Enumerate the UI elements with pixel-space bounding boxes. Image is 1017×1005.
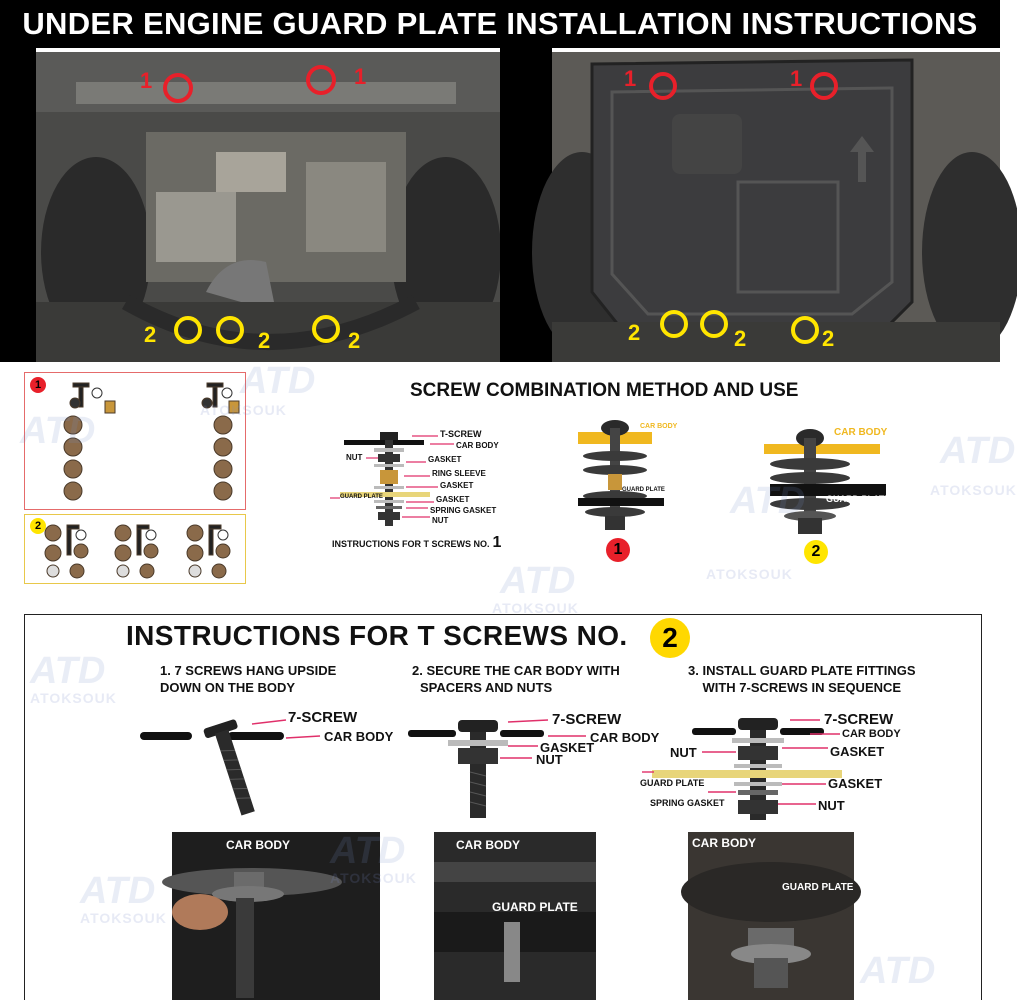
watermark-brand: ATOKSOUK <box>492 600 579 616</box>
guard-plate-illustration <box>552 52 1000 362</box>
photo2-guard-plate-label: GUARD PLATE <box>826 494 891 504</box>
bottom-photo-2-image <box>434 832 596 1000</box>
watermark-logo: ATD <box>80 870 156 912</box>
kit-2-parts-icon <box>25 515 247 585</box>
bottom-photo-3-image <box>688 832 854 1000</box>
step-1-text <box>160 662 336 696</box>
marker-2f: 2 <box>822 326 835 351</box>
bottom-photo-3 <box>688 832 854 1000</box>
watermark-brand: ATOKSOUK <box>330 870 417 886</box>
watermark-logo: ATD <box>240 360 316 402</box>
section2-heading: INSTRUCTIONS FOR T SCREWS NO. <box>126 620 628 651</box>
d1-car-body-label: CAR BODY <box>324 729 394 744</box>
watermark-brand: ATOKSOUK <box>200 402 287 418</box>
kit-badge-1: 1 <box>30 377 46 393</box>
photo-border-left <box>0 48 36 362</box>
marker-2e: 2 <box>734 326 747 351</box>
label-ring-sleeve: RING SLEEVE <box>432 469 486 478</box>
bottom-photo-1-label: CAR BODY <box>226 838 291 852</box>
watermark-logo: ATD <box>330 830 406 872</box>
engine-bay-photo <box>36 52 500 362</box>
d3-spring-gasket-label: SPRING GASKET <box>650 798 725 808</box>
label-gasket-3: GASKET <box>436 495 470 504</box>
step-2-diagram <box>408 712 608 822</box>
d3-screw-label: 7-SCREW <box>824 711 894 728</box>
d3-gasket-label: GASKET <box>830 744 885 759</box>
label-guard-plate-1: GUARD PLATE <box>340 494 383 500</box>
d2-gasket-label: GASKET <box>540 740 595 755</box>
d2-car-body-label: CAR BODY <box>590 730 660 745</box>
photo1-badge: 1 <box>606 538 630 562</box>
watermark-brand: ATOKSOUK <box>930 482 1017 498</box>
label-nut-2: NUT <box>432 516 449 525</box>
label-gasket-2: GASKET <box>440 481 474 490</box>
watermark-brand: ATOKSOUK <box>706 566 793 582</box>
watermark-logo: ATD <box>20 410 96 452</box>
label-car-body-1: CAR BODY <box>456 441 499 450</box>
step-1-line2: DOWN ON THE BODY <box>160 680 296 695</box>
watermark-brand: ATOKSOUK <box>80 910 167 926</box>
watermark-logo: ATD <box>30 650 106 692</box>
bottom-photo-2-label2: GUARD PLATE <box>492 900 578 914</box>
step-2-text <box>412 662 620 696</box>
d3-guard-plate-label: GUARD PLATE <box>640 778 705 788</box>
label-spring-gasket: SPRING GASKET <box>430 506 497 515</box>
marker-2d: 2 <box>628 320 641 345</box>
photo2-badge: 2 <box>804 540 828 564</box>
d3-gasket2-label: GASKET <box>828 776 883 791</box>
bottom-photo-2 <box>434 832 596 1000</box>
marker-1a: 1 <box>140 68 153 93</box>
label-t-screw: T-SCREW <box>440 429 482 439</box>
section2-number-badge: 2 <box>650 618 690 658</box>
bottom-photo-3-label2: GUARD PLATE <box>782 882 854 893</box>
watermark-logo: ATD <box>860 950 936 992</box>
step-2-line2: SPACERS AND NUTS <box>420 680 553 695</box>
caption-text: INSTRUCTIONS FOR T SCREWS NO. <box>332 539 490 549</box>
watermark-logo: ATD <box>500 560 576 602</box>
kit-box-2 <box>24 514 246 584</box>
d3-nut2-label: NUT <box>818 798 845 813</box>
guard-plate-photo <box>552 52 1000 362</box>
step-3-text <box>688 662 916 696</box>
d3-nut-label: NUT <box>670 745 697 760</box>
step-3-line2: WITH 7-SCREWS IN SEQUENCE <box>702 680 902 695</box>
t-screw-1-caption <box>332 534 501 552</box>
screw-stack-1-image <box>560 412 670 542</box>
watermark-logo: ATD <box>730 480 806 522</box>
photo1-car-body-label: CAR BODY <box>640 423 678 430</box>
marker-2c: 2 <box>348 328 361 353</box>
marker-2a: 2 <box>144 322 157 347</box>
watermark-logo: ATD <box>940 430 1016 472</box>
marker-1c: 1 <box>624 66 637 91</box>
bottom-photo-3-label1: CAR BODY <box>692 836 757 850</box>
d2-screw-label: 7-SCREW <box>552 711 622 728</box>
d1-screw-label: 7-SCREW <box>288 709 358 726</box>
page-title: UNDER ENGINE GUARD PLATE INSTALLATION INSTRUCTIONS <box>0 0 1000 48</box>
kit-badge-2: 2 <box>30 518 46 534</box>
photo1-guard-plate-label: GUARD PLATE <box>622 487 665 493</box>
d3-car-body-label: CAR BODY <box>842 728 901 740</box>
combination-heading: SCREW COMBINATION METHOD AND USE <box>410 380 799 401</box>
caption-number: 1 <box>492 534 502 551</box>
step-1-diagram <box>140 710 360 825</box>
step-1-line1: 1. 7 SCREWS HANG UPSIDE <box>160 663 337 678</box>
photo2-car-body-label: CAR BODY <box>834 427 888 438</box>
marker-1d: 1 <box>790 66 803 91</box>
engine-bay-illustration <box>36 52 500 362</box>
marker-2b: 2 <box>258 328 271 353</box>
label-nut-1: NUT <box>346 453 363 462</box>
label-gasket-1: GASKET <box>428 455 462 464</box>
watermark-brand: ATOKSOUK <box>30 690 117 706</box>
marker-1b: 1 <box>354 64 367 89</box>
step-2-line1: 2. SECURE THE CAR BODY WITH <box>412 663 620 678</box>
step-3-line1: 3. INSTALL GUARD PLATE FITTINGS <box>688 663 916 678</box>
d2-nut-label: NUT <box>536 752 563 767</box>
bottom-photo-2-label1: CAR BODY <box>456 838 521 852</box>
